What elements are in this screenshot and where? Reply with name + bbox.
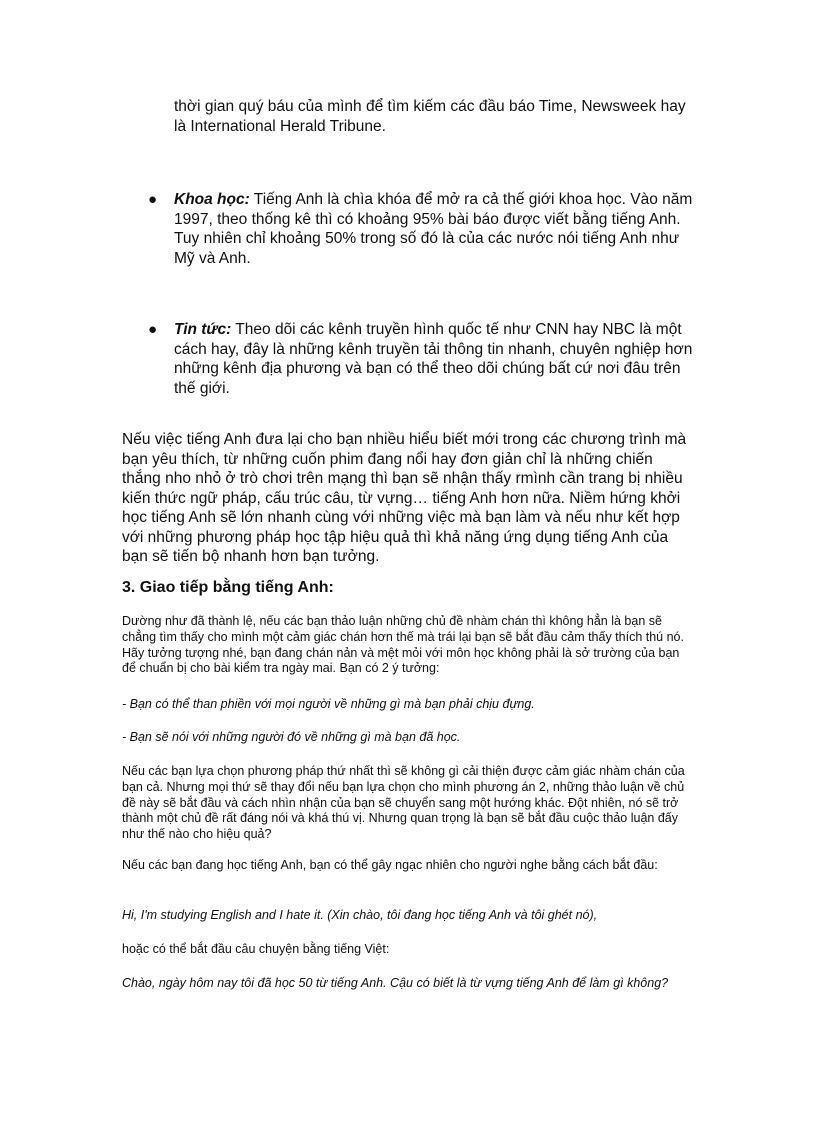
bullet-term: Khoa học:	[174, 191, 250, 208]
idea-two: - Bạn sẽ nói với những người đó về những gì mà bạn đã học.	[122, 730, 461, 744]
body-paragraph: Nếu việc tiếng Anh đưa lại cho bạn nhiều hiểu biết mới trong các chương trình mà bạn yêu thích, từ những cuốn phim đang nổi hay đơn giản chỉ là những chiến thắng nho nhỏ ở trò chơi trên mạng thì bạn sẽ nhận thấy rmình cần trang bị nhiều kiến thức ngữ pháp, cấu trúc câu, từ vựng… tiếng Anh hơn nữa. Niềm hứng khởi học tiếng Anh sẽ lớn nhanh cùng với những việc mà bạn làm và nếu như kết hợp với những phương pháp học tập hiệu quả thì khả năng ứng dụng tiếng Anh của bạn sẽ tiến bộ nhanh hơn bạn tưởng.	[122, 431, 687, 565]
bullet-dot-icon: ●	[148, 321, 158, 338]
section-paragraph: hoặc có thể bắt đầu câu chuyện bằng tiếng Việt:	[122, 942, 390, 956]
example-english: Hi, I'm studying English and I hate it. (Xin chào, tôi đang học tiếng Anh và tôi ghét nó),	[122, 908, 598, 922]
section-paragraph: Dường như đã thành lệ, nếu các bạn thảo luận những chủ đề nhàm chán thì không hẳn là bạn sẽ chẳng tìm thấy cho mình một cảm giác chán hơn thế mà trái lại bạn sẽ bắt đầu cảm thấy thích thú nó. Hãy tưởng tượng nhé, bạn đang chán nản và mệt mỏi với môn học không phải là sở trường của bạn để chuẩn bị cho bài kiểm tra ngày mai. Bạn có 2 ý tưởng:	[122, 614, 684, 676]
section-heading: 3. Giao tiếp bằng tiếng Anh:	[122, 579, 334, 596]
example-vietnamese: Chào, ngày hôm nay tôi đã học 50 từ tiếng Anh. Cậu có biết là từ vựng tiếng Anh để làm gì không?	[122, 976, 669, 990]
section-paragraph: Nếu các bạn lựa chọn phương pháp thứ nhất thì sẽ không gì cải thiện được cảm giác nhàm chán của bạn cả. Nhưng mọi thứ sẽ thay đổi nếu bạn lựa chọn cho mình phương án 2, những thảo luận về chủ đề này sẽ bắt đầu và cách nhìn nhận của bạn sẽ chuyển sang một hướng khác. Đột nhiên, nó sẽ trở thành một chủ đề rất đáng nói và khá thú vị. Nhưng quan trọng là bạn sẽ bắt đầu cuộc thảo luận đấy như thế nào cho hiệu quả?	[122, 764, 685, 842]
bullet-dot-icon: ●	[148, 191, 158, 208]
section-paragraph: Nếu các bạn đang học tiếng Anh, bạn có thể gây ngạc nhiên cho người nghe bằng cách bắt đầu:	[122, 858, 658, 872]
bullet-text: Theo dõi các kênh truyền hình quốc tế như CNN hay NBC là một cách hay, đây là những kênh truyền tải thông tin nhanh, chuyên nghiệp hơn những kênh địa phương và bạn có thể theo dõi chúng bất cứ nơi đâu trên thế giới.	[174, 321, 693, 397]
bullet-item-science	[174, 190, 694, 268]
continuation-text: thời gian quý báu của mình để tìm kiếm các đầu báo Time, Newsweek hay là International Herald Tribune.	[174, 98, 686, 135]
bullet-item-news	[174, 320, 694, 398]
bullet-text: Tiếng Anh là chìa khóa để mở ra cả thế giới khoa học. Vào năm 1997, theo thống kê thì có khoảng 95% bài báo được viết bằng tiếng Anh. Tuy nhiên chỉ khoảng 50% trong số đó là của các nước nói tiếng Anh như Mỹ và Anh.	[174, 191, 693, 267]
bullet-term: Tin tức:	[174, 321, 232, 338]
idea-one: - Bạn có thể than phiền với mọi người về những gì mà bạn phải chịu đựng.	[122, 697, 535, 711]
